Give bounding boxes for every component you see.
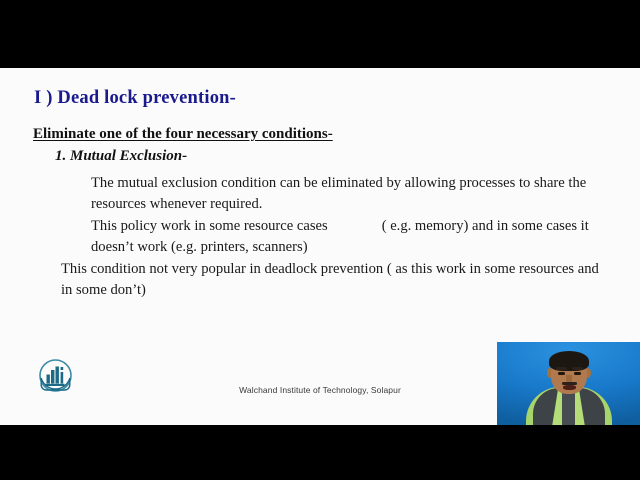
slide-footer-caption: Walchand Institute of Technology, Solapur — [239, 385, 401, 395]
presenter-eyebrow-right — [572, 367, 583, 370]
presenter-hair — [549, 351, 589, 371]
slide-paragraph-3: This condition not very popular in deadlock prevention ( as this work in some resources and in some don’t) — [61, 261, 599, 298]
presenter-eye-right — [574, 372, 581, 375]
slide-paragraph-2-part-b: ( e.g. memory) and in some cases it doesn’t work (e.g. printers, scanners) — [91, 218, 589, 255]
slide-subheading: Eliminate one of the four necessary conditions- — [33, 126, 333, 142]
presenter-video-overlay[interactable] — [497, 342, 640, 425]
presenter-mouth — [563, 385, 576, 390]
presenter-eyebrow-left — [556, 367, 567, 370]
slide-paragraph-2 — [91, 216, 603, 258]
slide-title: I ) Dead lock prevention- — [34, 88, 236, 108]
letterbox-bar-bottom — [0, 425, 640, 480]
presentation-slide — [0, 68, 640, 425]
letterbox-bar-top — [0, 0, 640, 68]
presenter-eye-left — [558, 372, 565, 375]
slide-item-heading: 1. Mutual Exclusion- — [55, 148, 188, 164]
presenter-vest-center — [562, 392, 575, 425]
slide-paragraph-1: The mutual exclusion condition can be eliminated by allowing processes to share the resources whenever required. — [91, 175, 587, 212]
slide-paragraph-2-part-a: This policy work in some resource cases — [91, 218, 328, 234]
